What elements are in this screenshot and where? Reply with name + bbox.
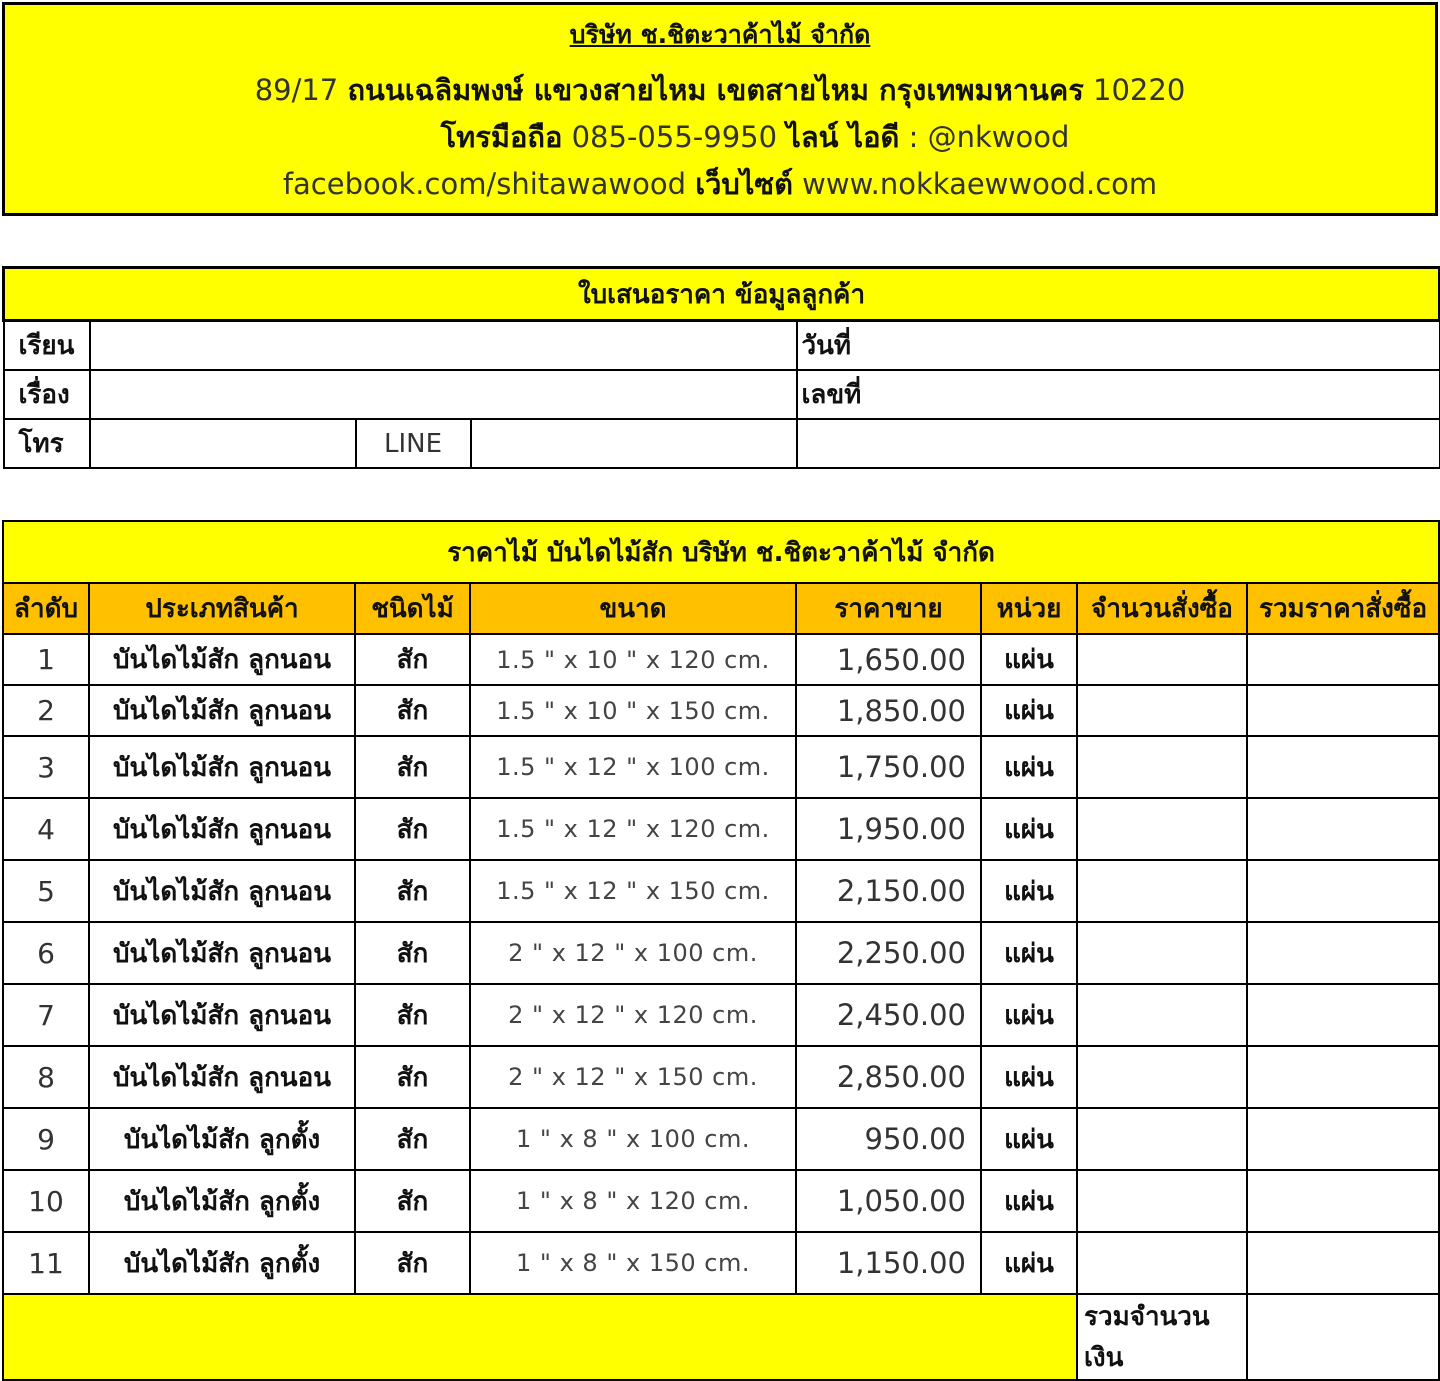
col-header-price: ราคาขาย <box>796 583 981 634</box>
table-row <box>3 1108 1439 1170</box>
order-total-field[interactable] <box>1247 685 1439 736</box>
product-name: บันไดไม้สัก ลูกนอน <box>89 984 355 1046</box>
row-number: 3 <box>3 736 89 798</box>
sale-price: 2,250.00 <box>796 922 981 984</box>
footer-spacer <box>3 1294 1077 1380</box>
order-qty-field[interactable] <box>1077 736 1247 798</box>
wood-type: สัก <box>355 860 470 922</box>
product-name: บันไดไม้สัก ลูกนอน <box>89 685 355 736</box>
tel-field[interactable] <box>90 419 356 468</box>
col-header-size: ขนาด <box>470 583 796 634</box>
table-row <box>3 922 1439 984</box>
number-field[interactable] <box>797 370 1440 419</box>
phone-label: โทรมือถือ <box>440 120 563 154</box>
extra-field[interactable] <box>797 419 1440 468</box>
table-row <box>3 1046 1439 1108</box>
line-id-label: ไลน์ ไอดี <box>786 120 900 154</box>
wood-type: สัก <box>355 736 470 798</box>
product-size: 1.5 " x 10 " x 150 cm. <box>470 685 796 736</box>
facebook-url: facebook.com/shitawawood <box>282 167 686 201</box>
product-size: 1 " x 8 " x 100 cm. <box>470 1108 796 1170</box>
sale-price: 2,150.00 <box>796 860 981 922</box>
sale-price: 1,750.00 <box>796 736 981 798</box>
address-prefix: 89/17 <box>254 73 339 107</box>
product-name: บันไดไม้สัก ลูกนอน <box>89 1046 355 1108</box>
product-name: บันไดไม้สัก ลูกนอน <box>89 736 355 798</box>
product-name: บันไดไม้สัก ลูกนอน <box>89 922 355 984</box>
unit: แผ่น <box>981 736 1077 798</box>
wood-type: สัก <box>355 1232 470 1294</box>
company-address <box>5 67 1435 113</box>
order-total-field[interactable] <box>1247 922 1439 984</box>
order-qty-field[interactable] <box>1077 1170 1247 1232</box>
date-field[interactable] <box>797 321 1440 371</box>
table-row <box>3 1232 1439 1294</box>
to-field[interactable] <box>90 321 797 371</box>
col-header-unit: หน่วย <box>981 583 1077 634</box>
unit: แผ่น <box>981 1232 1077 1294</box>
address-postcode: 10220 <box>1093 73 1186 107</box>
row-number: 11 <box>3 1232 89 1294</box>
website-label: เว็บไซต์ <box>695 167 793 201</box>
grand-total-field[interactable] <box>1247 1294 1439 1380</box>
order-total-field[interactable] <box>1247 1170 1439 1232</box>
table-row <box>3 984 1439 1046</box>
order-total-field[interactable] <box>1247 1108 1439 1170</box>
unit: แผ่น <box>981 860 1077 922</box>
sale-price: 1,150.00 <box>796 1232 981 1294</box>
row-number: 1 <box>3 634 89 685</box>
sale-price: 1,050.00 <box>796 1170 981 1232</box>
col-header-no: ลำดับ <box>3 583 89 634</box>
col-header-product: ประเภทสินค้า <box>89 583 355 634</box>
product-name: บันไดไม้สัก ลูกตั้ง <box>89 1170 355 1232</box>
row-number: 4 <box>3 798 89 860</box>
product-size: 1 " x 8 " x 120 cm. <box>470 1170 796 1232</box>
order-qty-field[interactable] <box>1077 1232 1247 1294</box>
product-name: บันไดไม้สัก ลูกนอน <box>89 860 355 922</box>
website-url: www.nokkaewwood.com <box>802 167 1158 201</box>
order-total-field[interactable] <box>1247 1232 1439 1294</box>
product-size: 1.5 " x 12 " x 100 cm. <box>470 736 796 798</box>
line-label: LINE <box>356 419 471 468</box>
sale-price: 950.00 <box>796 1108 981 1170</box>
table-row <box>3 634 1439 685</box>
order-qty-field[interactable] <box>1077 1108 1247 1170</box>
unit: แผ่น <box>981 634 1077 685</box>
wood-type: สัก <box>355 685 470 736</box>
subject-field[interactable] <box>90 370 797 419</box>
address-text: ถนนเฉลิมพงษ์ แขวงสายไหม เขตสายไหม กรุงเทพมหานคร <box>347 73 1084 107</box>
unit: แผ่น <box>981 1108 1077 1170</box>
sale-price: 1,650.00 <box>796 634 981 685</box>
price-table <box>2 520 1440 1381</box>
product-name: บันไดไม้สัก ลูกตั้ง <box>89 1108 355 1170</box>
product-size: 2 " x 12 " x 120 cm. <box>470 984 796 1046</box>
sale-price: 2,450.00 <box>796 984 981 1046</box>
grand-total-label: รวมจำนวนเงิน <box>1077 1294 1247 1380</box>
order-qty-field[interactable] <box>1077 922 1247 984</box>
order-qty-field[interactable] <box>1077 1046 1247 1108</box>
wood-type: สัก <box>355 798 470 860</box>
unit: แผ่น <box>981 1046 1077 1108</box>
row-number: 2 <box>3 685 89 736</box>
sale-price: 1,850.00 <box>796 685 981 736</box>
table-row <box>3 736 1439 798</box>
table-row <box>3 1170 1439 1232</box>
unit: แผ่น <box>981 922 1077 984</box>
tel-label: โทร <box>4 419 90 468</box>
product-size: 2 " x 12 " x 150 cm. <box>470 1046 796 1108</box>
product-name: บันไดไม้สัก ลูกนอน <box>89 634 355 685</box>
wood-type: สัก <box>355 634 470 685</box>
price-table-title: ราคาไม้ บันไดไม้สัก บริษัท ช.ชิตะวาค้าไม้ จำกัด <box>3 521 1439 583</box>
order-total-field[interactable] <box>1247 634 1439 685</box>
wood-type: สัก <box>355 1046 470 1108</box>
order-qty-field[interactable] <box>1077 984 1247 1046</box>
order-qty-field[interactable] <box>1077 860 1247 922</box>
product-size: 1.5 " x 12 " x 150 cm. <box>470 860 796 922</box>
table-row <box>3 860 1439 922</box>
row-number: 8 <box>3 1046 89 1108</box>
table-row <box>3 798 1439 860</box>
company-header <box>2 2 1438 216</box>
subject-label: เรื่อง <box>4 370 90 419</box>
row-number: 9 <box>3 1108 89 1170</box>
unit: แผ่น <box>981 1170 1077 1232</box>
wood-type: สัก <box>355 1170 470 1232</box>
order-total-field[interactable] <box>1247 984 1439 1046</box>
unit: แผ่น <box>981 798 1077 860</box>
customer-info-table <box>2 266 1440 469</box>
row-number: 6 <box>3 922 89 984</box>
order-total-field[interactable] <box>1247 1046 1439 1108</box>
company-web <box>5 161 1435 207</box>
unit: แผ่น <box>981 984 1077 1046</box>
date-label: วันที่ <box>801 331 852 361</box>
company-name: บริษัท ช.ชิตะวาค้าไม้ จำกัด <box>569 20 871 49</box>
wood-type: สัก <box>355 1108 470 1170</box>
product-size: 1 " x 8 " x 150 cm. <box>470 1232 796 1294</box>
product-size: 1.5 " x 10 " x 120 cm. <box>470 634 796 685</box>
sale-price: 1,950.00 <box>796 798 981 860</box>
phone-number: 085-055-9950 <box>571 120 778 154</box>
row-number: 7 <box>3 984 89 1046</box>
table-row <box>3 685 1439 736</box>
row-number: 5 <box>3 860 89 922</box>
wood-type: สัก <box>355 984 470 1046</box>
order-qty-field[interactable] <box>1077 798 1247 860</box>
line-field[interactable] <box>471 419 797 468</box>
order-total-field[interactable] <box>1247 860 1439 922</box>
to-label: เรียน <box>4 321 90 371</box>
product-size: 2 " x 12 " x 100 cm. <box>470 922 796 984</box>
order-qty-field[interactable] <box>1077 685 1247 736</box>
product-name: บันไดไม้สัก ลูกนอน <box>89 798 355 860</box>
customer-info-header: ใบเสนอราคา ข้อมูลลูกค้า <box>4 268 1440 321</box>
company-contact <box>5 114 1435 160</box>
col-header-total: รวมราคาสั่งซื้อ <box>1247 583 1439 634</box>
col-header-wood: ชนิดไม้ <box>355 583 470 634</box>
line-id: : @nkwood <box>908 120 1070 154</box>
col-header-qty: จำนวนสั่งซื้อ <box>1077 583 1247 634</box>
sale-price: 2,850.00 <box>796 1046 981 1108</box>
number-label: เลขที่ <box>801 380 862 410</box>
row-number: 10 <box>3 1170 89 1232</box>
unit: แผ่น <box>981 685 1077 736</box>
order-total-field[interactable] <box>1247 736 1439 798</box>
wood-type: สัก <box>355 922 470 984</box>
product-size: 1.5 " x 12 " x 120 cm. <box>470 798 796 860</box>
order-qty-field[interactable] <box>1077 634 1247 685</box>
order-total-field[interactable] <box>1247 798 1439 860</box>
product-name: บันไดไม้สัก ลูกตั้ง <box>89 1232 355 1294</box>
